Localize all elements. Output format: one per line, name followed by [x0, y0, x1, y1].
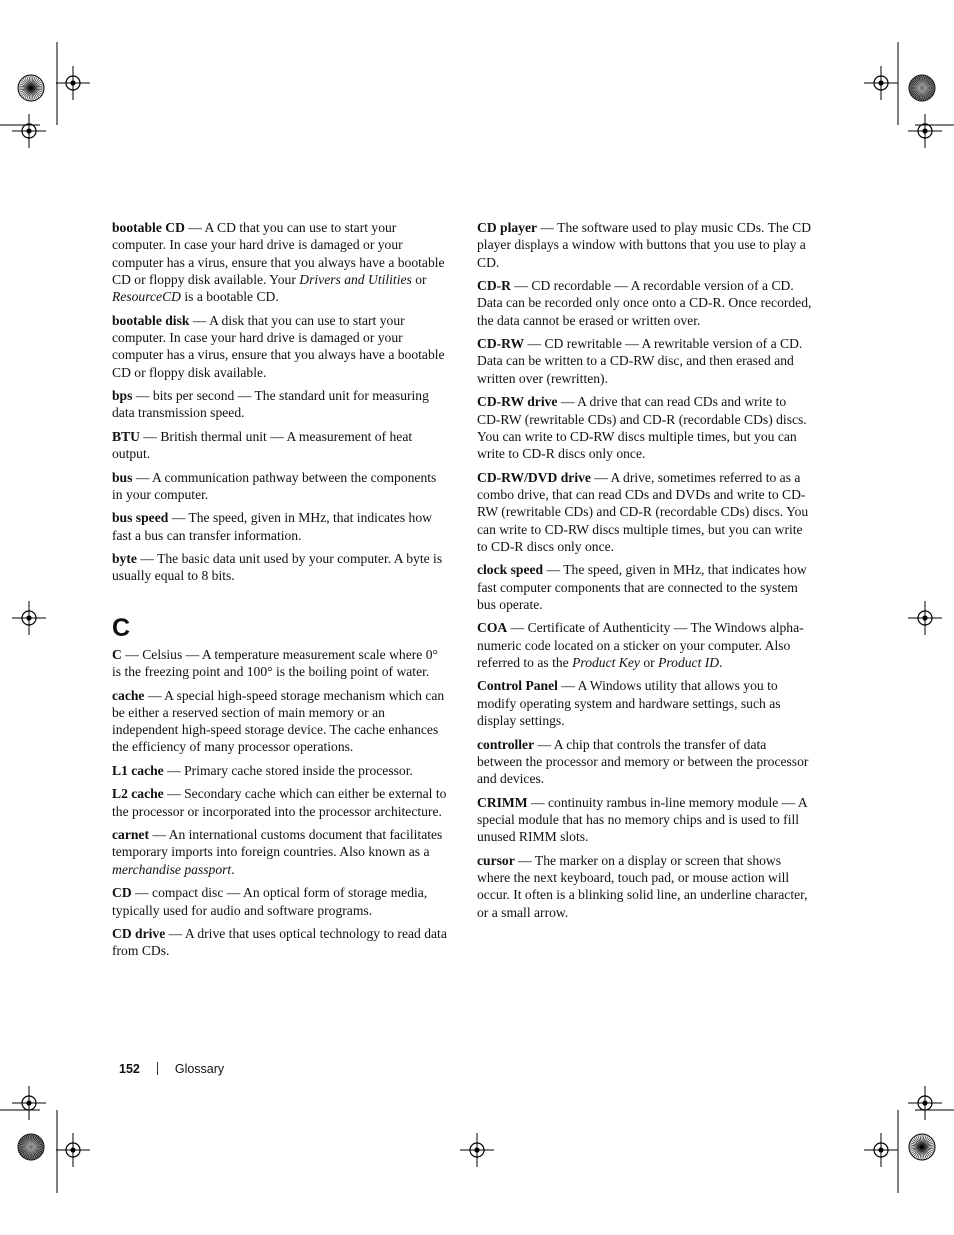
glossary-definition-text: — compact disc — An optical form of storage media, typically used for audio and software programs.	[112, 885, 428, 918]
glossary-entries-c-section	[112, 646, 448, 960]
registration-target-dot	[26, 1100, 31, 1105]
glossary-term: COA	[477, 620, 508, 636]
glossary-term: bus	[112, 469, 133, 485]
glossary-entry	[112, 219, 448, 305]
registration-target-dot	[474, 1147, 479, 1152]
glossary-definition-text: — Certificate of Authenticity — The Windows alpha-numeric code located on a sticker on your computer. Also referred to as the	[477, 620, 804, 670]
glossary-entry	[477, 469, 813, 555]
glossary-definition-text: is a bootable CD.	[180, 289, 279, 305]
glossary-entry	[112, 925, 448, 960]
glossary-term: bus speed	[112, 510, 169, 526]
glossary-column-right	[477, 219, 813, 927]
glossary-term: CD-RW drive	[477, 394, 558, 410]
glossary-definition-text: — CD rewritable — A rewritable version of a CD. Data can be written to a CD-RW disc, and then erased and written over (rewritten).	[477, 336, 803, 386]
glossary-column-left	[112, 219, 448, 966]
footer-section-name: Glossary	[174, 1062, 225, 1076]
glossary-term: BTU	[112, 428, 140, 444]
glossary-definition-text: — The software used to play music CDs. The CD player displays a window with buttons that you use to play a CD.	[477, 220, 812, 270]
glossary-term: bootable disk	[112, 312, 190, 328]
glossary-entry	[477, 277, 813, 329]
glossary-definition-text: — The basic data unit used by your computer. A byte is usually equal to 8 bits.	[112, 551, 443, 584]
color-star-center	[29, 86, 33, 90]
glossary-term: CD-RW/DVD drive	[477, 469, 591, 485]
glossary-entry	[112, 550, 448, 585]
glossary-entry	[477, 335, 813, 387]
glossary-term: bps	[112, 388, 133, 404]
glossary-term: CRIMM	[477, 794, 528, 810]
glossary-definition-text: — A Windows utility that allows you to modify operating system and hardware settings, such as display settings.	[477, 678, 781, 729]
glossary-definition-text: — A communication pathway between the components in your computer.	[112, 469, 437, 502]
glossary-definition-text: — An international customs document that facilitates temporary imports into foreign countries. Also known as a	[112, 827, 443, 860]
glossary-entry	[112, 469, 448, 504]
registration-target-dot	[26, 615, 31, 620]
glossary-definition-text: — A drive that uses optical technology to read data from CDs.	[112, 926, 447, 959]
glossary-definition-text: .	[231, 861, 235, 877]
glossary-definition-text: — A disk that you can use to start your computer. In case your hard drive is damaged or your computer has a virus, ensure that you always have a bootable CD or floppy disk available.	[112, 312, 445, 380]
glossary-entry	[112, 826, 448, 878]
glossary-definition-text: .	[719, 654, 723, 670]
glossary-definition-text: — The marker on a display or screen that shows where the next keyboard, touch pad, or mouse action will occur. It often is a blinking solid line, an underline character, or a small arrow.	[477, 852, 808, 920]
glossary-term: CD-R	[477, 278, 511, 294]
glossary-definition-text: — A chip that controls the transfer of data between the processor and memory or between the processor and devices.	[477, 736, 809, 787]
glossary-entries-b-section	[112, 219, 448, 585]
glossary-term: Control Panel	[477, 678, 558, 694]
page-footer	[119, 1062, 224, 1076]
glossary-definition-text: — A CD that you can use to start your computer. In case your hard drive is damaged or your computer has a virus, ensure that you always have a bootable CD or floppy disk available. Your	[112, 220, 445, 287]
glossary-entry	[477, 852, 813, 921]
registration-target-dot	[922, 615, 927, 620]
glossary-term: L2 cache	[112, 786, 164, 802]
glossary-term: C	[112, 646, 122, 662]
glossary-term: clock speed	[477, 562, 544, 578]
glossary-entry	[112, 884, 448, 919]
glossary-term: L1 cache	[112, 762, 164, 778]
glossary-definition-text: or	[639, 654, 659, 670]
glossary-entry	[477, 619, 813, 671]
registration-target-dot	[70, 1147, 75, 1152]
page-number: 152	[119, 1062, 140, 1076]
glossary-term: CD drive	[112, 926, 166, 942]
glossary-term: byte	[112, 551, 137, 567]
glossary-entry	[112, 687, 448, 756]
glossary-definition-italic: Product Key	[572, 654, 640, 670]
glossary-term: CD player	[477, 220, 538, 235]
footer-divider	[157, 1062, 158, 1075]
glossary-entry	[112, 428, 448, 463]
registration-target-dot	[922, 128, 927, 133]
glossary-definition-text: — CD recordable — A recordable version of a CD. Data can be recorded only once onto a CD-R. Once recorded, the data cannot be erased or written over.	[477, 278, 812, 328]
section-letter-heading: C	[112, 613, 131, 642]
glossary-entry	[112, 646, 448, 681]
glossary-entry	[477, 219, 813, 271]
glossary-definition-text: — bits per second — The standard unit for measuring data transmission speed.	[112, 388, 429, 421]
glossary-definition-italic: Product ID	[658, 654, 720, 670]
color-star-center	[29, 1145, 33, 1149]
registration-target-dot	[70, 80, 75, 85]
registration-target-dot	[878, 80, 883, 85]
glossary-definition-text: — Secondary cache which can either be external to the processor or incorporated into the processor architecture.	[112, 786, 447, 819]
glossary-definition-italic: Drivers and Utilities	[299, 271, 412, 287]
glossary-definition-text: — Primary cache stored inside the processor.	[163, 762, 413, 778]
glossary-entry	[477, 794, 813, 846]
glossary-entry	[112, 509, 448, 544]
registration-target-dot	[26, 128, 31, 133]
glossary-definition-text: — continuity rambus in-line memory module — A special module that has no memory chips and is used to fill unused RIMM slots.	[477, 794, 807, 845]
glossary-definition-text: — A special high-speed storage mechanism which can be either a reserved section of main memory or an independent high-speed storage device. The cache enhances the efficiency of many processor operations.	[112, 687, 445, 755]
glossary-definition-italic: merchandise passport	[112, 861, 232, 877]
glossary-definition-text: — A drive, sometimes referred to as a combo drive, that can read CDs and DVDs and write to CD-RW (rewritable CDs) and CD-R (recordable CDs) discs. You can write to CD-RW discs multiple times, but you can write to CD-R discs only once.	[477, 469, 809, 554]
registration-target-dot	[922, 1100, 927, 1105]
glossary-entries-c-continued	[477, 219, 813, 921]
glossary-entry	[112, 762, 448, 779]
glossary-definition-text: — The speed, given in MHz, that indicates how fast computer components that are connected to the system bus operate.	[477, 562, 807, 612]
glossary-entry	[112, 785, 448, 820]
glossary-entry	[477, 736, 813, 788]
glossary-entry	[477, 677, 813, 729]
glossary-term: bootable CD	[112, 220, 185, 235]
glossary-entry	[112, 387, 448, 422]
glossary-term: CD	[112, 885, 132, 901]
glossary-term: cursor	[477, 852, 515, 868]
glossary-definition-text: — The speed, given in MHz, that indicates how fast a bus can transfer information.	[112, 510, 432, 543]
glossary-definition-text: or	[411, 271, 427, 287]
glossary-definition-text: — British thermal unit — A measurement of heat output.	[112, 428, 413, 462]
glossary-entry	[112, 312, 448, 381]
color-star-center	[920, 1145, 924, 1149]
glossary-entry	[477, 561, 813, 613]
glossary-term: cache	[112, 687, 145, 703]
glossary-definition-italic: ResourceCD	[112, 289, 181, 305]
glossary-term: carnet	[112, 827, 149, 843]
glossary-definition-text: — A drive that can read CDs and write to CD-RW (rewritable CDs) and CD-R (recordable CDs) discs. You can write to CD-RW discs multiple times, but you can write to CD-R discs only once.	[477, 394, 807, 462]
glossary-term: CD-RW	[477, 336, 525, 352]
glossary-term: controller	[477, 736, 535, 752]
glossary-definition-text: — Celsius — A temperature measurement scale where 0° is the freezing point and 100° is the boiling point of water.	[112, 646, 438, 680]
glossary-entry	[477, 393, 813, 462]
registration-target-dot	[878, 1147, 883, 1152]
color-star-center	[920, 86, 924, 90]
